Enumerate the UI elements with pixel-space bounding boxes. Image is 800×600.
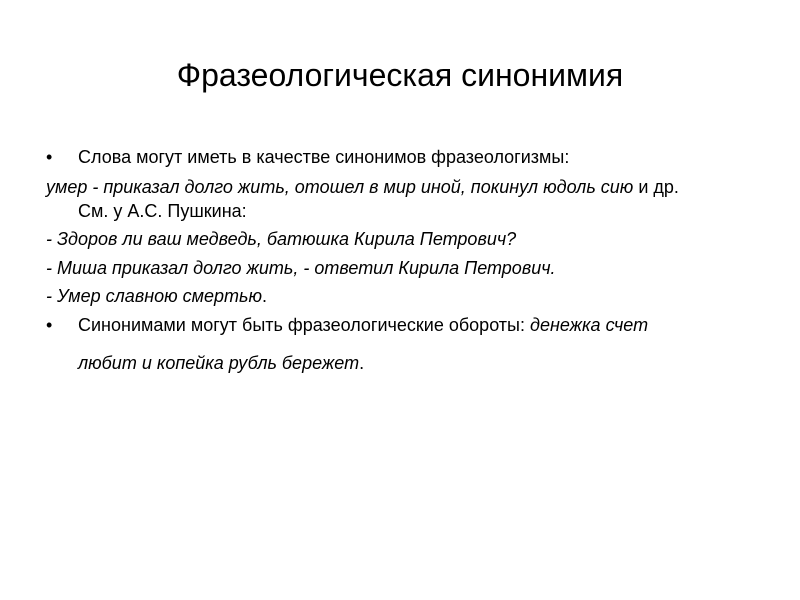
quote-line-3 [46, 285, 267, 307]
synonym-examples [46, 176, 679, 198]
quote-line-2: - Миша приказал долго жить, - ответил Кирила Петрович. [46, 258, 556, 278]
synonym-examples-italic: умер - приказал долго жить, отошел в мир иной, покинул юдоль сию [46, 177, 634, 197]
bullet-text-2-continuation [78, 352, 364, 374]
bullet-text-1: Слова могут иметь в качестве синонимов фразеологизмы: [78, 147, 570, 167]
pushkin-reference: См. у А.С. Пушкина: [78, 201, 247, 221]
quote-line-3-suffix: . [262, 286, 268, 306]
bullet-text-2-italic-a: денежка счет [530, 315, 649, 335]
bullet-text-2 [78, 314, 648, 336]
bullet-text-2-prefix: Синонимами могут быть фразеологические обороты: [78, 315, 530, 335]
bullet-marker: • [46, 315, 53, 335]
quote-line-3-italic: - Умер славною смертью [46, 286, 263, 306]
bullet-text-2-suffix: . [359, 353, 365, 373]
slide-title: Фразеологическая синонимия [176, 57, 624, 93]
quote-line-1: - Здоров ли ваш медведь, батюшка Кирила Петрович? [46, 229, 517, 249]
bullet-text-2-italic-b: любит и копейка рубль бережет [78, 353, 360, 373]
synonym-examples-suffix: и др. [633, 177, 679, 197]
bullet-marker: • [46, 147, 53, 167]
